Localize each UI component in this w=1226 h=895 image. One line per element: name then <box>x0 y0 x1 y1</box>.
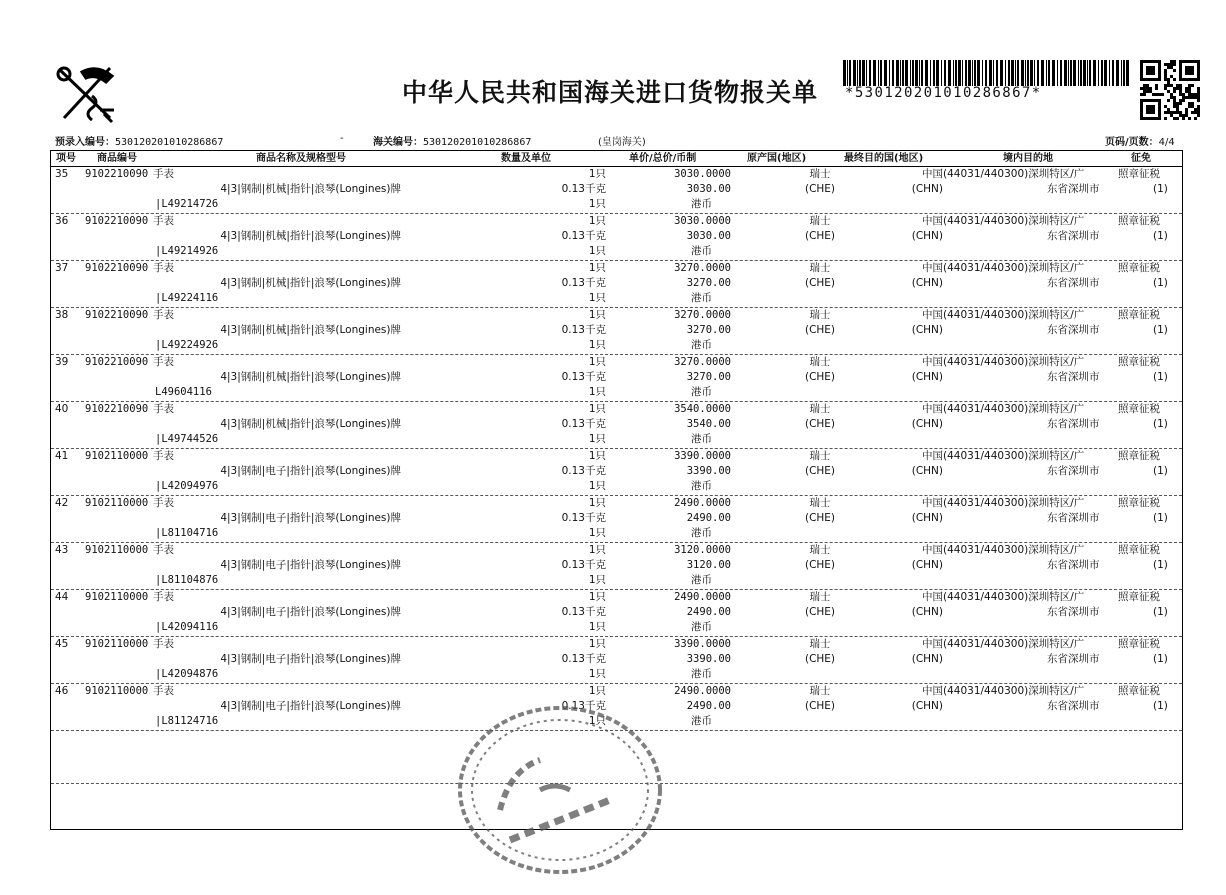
col-levy: 征免 <box>1131 153 1151 164</box>
levy-mode: 照章征税 <box>1118 309 1160 321</box>
currency: 港币 <box>691 668 712 680</box>
destination-country: 中国 <box>922 638 943 650</box>
table-row <box>51 496 1182 543</box>
goods-model: |L49214726 <box>155 198 219 210</box>
levy-code: (1) <box>1153 277 1168 289</box>
col-domestic: 境内目的地 <box>1003 153 1053 164</box>
destination-code: (CHN) <box>911 606 943 618</box>
hs-code: 9102210090 <box>85 356 149 368</box>
goods-model: |L81104876 <box>155 574 219 586</box>
goods-name: 手表 <box>153 450 174 462</box>
domestic-destination: (44031/440300)深圳特区/广 <box>943 356 1085 368</box>
goods-model: |L42094876 <box>155 668 219 680</box>
levy-mode: 照章征税 <box>1118 497 1160 509</box>
destination-code: (CHN) <box>911 512 943 524</box>
origin-country: 瑞士 <box>809 262 831 274</box>
quantity-3: 1只 <box>588 198 606 210</box>
table-row <box>51 355 1182 402</box>
item-number: 35 <box>55 168 69 180</box>
quantity-1: 1只 <box>588 544 606 556</box>
table-row <box>51 543 1182 590</box>
domestic-destination: (44031/440300)深圳特区/广 <box>943 262 1085 274</box>
domestic-destination: (44031/440300)深圳特区/广 <box>943 168 1085 180</box>
goods-spec: 4|3|钢制|电子|指针|浪琴(Longines)牌 <box>220 653 401 665</box>
levy-code: (1) <box>1153 418 1168 430</box>
quantity-1: 1只 <box>588 309 606 321</box>
qr-code <box>1140 60 1200 120</box>
table-row <box>51 214 1182 261</box>
origin-code: (CHE) <box>804 183 836 195</box>
total-price: 2490.00 <box>686 606 731 618</box>
quantity-3: 1只 <box>588 527 606 539</box>
levy-code: (1) <box>1153 371 1168 383</box>
quantity-2: 0.13千克 <box>561 653 606 665</box>
levy-code: (1) <box>1153 324 1168 336</box>
quantity-3: 1只 <box>588 339 606 351</box>
hs-code: 9102110000 <box>85 685 149 697</box>
levy-mode: 照章征税 <box>1118 356 1160 368</box>
col-qty-unit: 数量及单位 <box>501 153 551 164</box>
destination-country: 中国 <box>922 262 943 274</box>
goods-name: 手表 <box>153 544 174 556</box>
unit-price: 3030.0000 <box>674 215 731 227</box>
item-number: 42 <box>55 497 69 509</box>
table-row <box>51 308 1182 355</box>
goods-name: 手表 <box>153 685 174 697</box>
quantity-3: 1只 <box>588 386 606 398</box>
quantity-2: 0.13千克 <box>561 606 606 618</box>
unit-price: 3540.0000 <box>674 403 731 415</box>
goods-name: 手表 <box>153 309 174 321</box>
quantity-2: 0.13千克 <box>561 183 606 195</box>
currency: 港币 <box>691 480 712 492</box>
pre-entry-label: 预录入编号： <box>55 137 115 148</box>
levy-mode: 照章征税 <box>1118 168 1160 180</box>
item-number: 36 <box>55 215 69 227</box>
goods-name: 手表 <box>153 497 174 509</box>
item-number: 39 <box>55 356 69 368</box>
quantity-2: 0.13千克 <box>561 230 606 242</box>
currency: 港币 <box>691 245 712 257</box>
levy-mode: 照章征税 <box>1118 544 1160 556</box>
unit-price: 3270.0000 <box>674 262 731 274</box>
goods-model: |L49224926 <box>155 339 219 351</box>
table-row <box>51 590 1182 637</box>
destination-code: (CHN) <box>911 559 943 571</box>
quantity-3: 1只 <box>588 433 606 445</box>
destination-country: 中国 <box>922 544 943 556</box>
item-number: 45 <box>55 638 69 650</box>
total-price: 3030.00 <box>686 230 731 242</box>
domestic-destination: (44031/440300)深圳特区/广 <box>943 309 1085 321</box>
total-price: 3270.00 <box>686 324 731 336</box>
quantity-1: 1只 <box>588 403 606 415</box>
goods-spec: 4|3|钢制|电子|指针|浪琴(Longines)牌 <box>220 700 401 712</box>
hs-code: 9102110000 <box>85 591 149 603</box>
levy-mode: 照章征税 <box>1118 685 1160 697</box>
quantity-3: 1只 <box>588 292 606 304</box>
table-row <box>51 261 1182 308</box>
domestic-destination: (44031/440300)深圳特区/广 <box>943 497 1085 509</box>
domestic-destination: (44031/440300)深圳特区/广 <box>943 638 1085 650</box>
currency: 港币 <box>691 292 712 304</box>
quantity-1: 1只 <box>588 450 606 462</box>
domestic-destination-2: 东省深圳市 <box>1047 371 1100 383</box>
hs-code: 9102110000 <box>85 497 149 509</box>
goods-spec: 4|3|钢制|机械|指针|浪琴(Longines)牌 <box>220 230 401 242</box>
destination-country: 中国 <box>922 356 943 368</box>
goods-model: |L81124716 <box>155 715 219 727</box>
unit-price: 2490.0000 <box>674 685 731 697</box>
domestic-destination: (44031/440300)深圳特区/广 <box>943 450 1085 462</box>
origin-country: 瑞士 <box>809 591 831 603</box>
origin-country: 瑞士 <box>809 403 831 415</box>
hs-code: 9102210090 <box>85 168 149 180</box>
total-price: 3270.00 <box>686 371 731 383</box>
total-price: 2490.00 <box>686 512 731 524</box>
col-origin: 原产国(地区) <box>747 153 807 164</box>
destination-code: (CHN) <box>911 230 943 242</box>
levy-mode: 照章征税 <box>1118 450 1160 462</box>
quantity-1: 1只 <box>588 638 606 650</box>
goods-model: |L81104716 <box>155 527 219 539</box>
col-destination: 最终目的国(地区) <box>844 153 924 164</box>
total-price: 3540.00 <box>686 418 731 430</box>
goods-spec: 4|3|钢制|机械|指针|浪琴(Longines)牌 <box>220 371 401 383</box>
hs-code: 9102210090 <box>85 262 149 274</box>
quantity-3: 1只 <box>588 480 606 492</box>
col-name-spec: 商品名称及规格型号 <box>256 153 346 164</box>
page-label: 页码/页数： <box>1105 137 1159 148</box>
total-price: 3390.00 <box>686 653 731 665</box>
col-item-no: 项号 <box>56 153 76 164</box>
origin-country: 瑞士 <box>809 450 831 462</box>
destination-code: (CHN) <box>911 277 943 289</box>
levy-mode: 照章征税 <box>1118 403 1160 415</box>
currency: 港币 <box>691 198 712 210</box>
goods-spec: 4|3|钢制|机械|指针|浪琴(Longines)牌 <box>220 418 401 430</box>
item-number: 44 <box>55 591 69 603</box>
hs-code: 9102210090 <box>85 309 149 321</box>
domestic-destination-2: 东省深圳市 <box>1047 559 1100 571</box>
goods-model: |L42094116 <box>155 621 219 633</box>
levy-code: (1) <box>1153 465 1168 477</box>
domestic-destination-2: 东省深圳市 <box>1047 653 1100 665</box>
origin-country: 瑞士 <box>809 215 831 227</box>
quantity-2: 0.13千克 <box>561 700 606 712</box>
quantity-2: 0.13千克 <box>561 559 606 571</box>
item-number: 43 <box>55 544 69 556</box>
unit-price: 3270.0000 <box>674 356 731 368</box>
currency: 港币 <box>691 621 712 633</box>
pre-entry-number-field <box>55 133 223 148</box>
quantity-2: 0.13千克 <box>561 512 606 524</box>
pre-entry-value: 530120201010286867 <box>115 137 224 148</box>
domestic-destination: (44031/440300)深圳特区/广 <box>943 215 1085 227</box>
unit-price: 3120.0000 <box>674 544 731 556</box>
domestic-destination: (44031/440300)深圳特区/广 <box>943 403 1085 415</box>
col-hs-code: 商品编号 <box>97 153 137 164</box>
page-indicator <box>1105 133 1175 148</box>
table-row <box>51 167 1182 214</box>
levy-code: (1) <box>1153 559 1168 571</box>
destination-country: 中国 <box>922 497 943 509</box>
currency: 港币 <box>691 527 712 539</box>
customs-number-label: 海关编号： <box>373 137 423 148</box>
hs-code: 9102110000 <box>85 638 149 650</box>
table-row <box>51 402 1182 449</box>
goods-spec: 4|3|钢制|电子|指针|浪琴(Longines)牌 <box>220 606 401 618</box>
origin-code: (CHE) <box>804 465 836 477</box>
levy-code: (1) <box>1153 183 1168 195</box>
total-price: 3120.00 <box>686 559 731 571</box>
goods-model: |L49744526 <box>155 433 219 445</box>
levy-code: (1) <box>1153 230 1168 242</box>
customs-number-field <box>373 133 531 148</box>
item-number: 41 <box>55 450 69 462</box>
domestic-destination: (44031/440300)深圳特区/广 <box>943 685 1085 697</box>
levy-mode: 照章征税 <box>1118 638 1160 650</box>
goods-spec: 4|3|钢制|机械|指针|浪琴(Longines)牌 <box>220 277 401 289</box>
origin-code: (CHE) <box>804 371 836 383</box>
customs-number-value: 530120201010286867 <box>423 137 532 148</box>
unit-price: 2490.0000 <box>674 497 731 509</box>
origin-code: (CHE) <box>804 653 836 665</box>
quantity-3: 1只 <box>588 621 606 633</box>
destination-country: 中国 <box>922 168 943 180</box>
domestic-destination-2: 东省深圳市 <box>1047 700 1100 712</box>
unit-price: 2490.0000 <box>674 591 731 603</box>
page-value: 4/4 <box>1158 137 1175 148</box>
goods-model: |L49224116 <box>155 292 219 304</box>
goods-model: L49604116 <box>155 386 212 398</box>
destination-code: (CHN) <box>911 324 943 336</box>
levy-mode: 照章征税 <box>1118 591 1160 603</box>
origin-code: (CHE) <box>804 277 836 289</box>
domestic-destination-2: 东省深圳市 <box>1047 606 1100 618</box>
origin-code: (CHE) <box>804 324 836 336</box>
domestic-destination: (44031/440300)深圳特区/广 <box>943 544 1085 556</box>
table-row <box>51 449 1182 496</box>
currency: 港币 <box>691 715 712 727</box>
quantity-3: 1只 <box>588 574 606 586</box>
hs-code: 9102210090 <box>85 215 149 227</box>
quantity-2: 0.13千克 <box>561 418 606 430</box>
currency: 港币 <box>691 386 712 398</box>
destination-code: (CHN) <box>911 653 943 665</box>
domestic-destination-2: 东省深圳市 <box>1047 183 1100 195</box>
origin-code: (CHE) <box>804 559 836 571</box>
total-price: 3030.00 <box>686 183 731 195</box>
quantity-2: 0.13千克 <box>561 277 606 289</box>
destination-country: 中国 <box>922 450 943 462</box>
goods-spec: 4|3|钢制|机械|指针|浪琴(Longines)牌 <box>220 183 401 195</box>
hs-code: 9102110000 <box>85 544 149 556</box>
goods-model: |L42094976 <box>155 480 219 492</box>
destination-country: 中国 <box>922 403 943 415</box>
origin-code: (CHE) <box>804 512 836 524</box>
currency: 港币 <box>691 433 712 445</box>
item-number: 38 <box>55 309 69 321</box>
goods-name: 手表 <box>153 356 174 368</box>
levy-code: (1) <box>1153 700 1168 712</box>
hs-code: 9102210090 <box>85 403 149 415</box>
origin-code: (CHE) <box>804 700 836 712</box>
barcode-number: *530120201010286867* <box>845 85 1042 101</box>
unit-price: 3390.0000 <box>674 450 731 462</box>
origin-country: 瑞士 <box>809 544 831 556</box>
customs-emblem-icon <box>52 62 122 126</box>
separator-dash: - <box>340 133 344 144</box>
levy-code: (1) <box>1153 512 1168 524</box>
quantity-2: 0.13千克 <box>561 371 606 383</box>
domestic-destination-2: 东省深圳市 <box>1047 465 1100 477</box>
total-price: 3390.00 <box>686 465 731 477</box>
destination-code: (CHN) <box>911 371 943 383</box>
col-price: 单价/总价/币制 <box>629 153 697 164</box>
goods-name: 手表 <box>153 591 174 603</box>
domestic-destination-2: 东省深圳市 <box>1047 277 1100 289</box>
domestic-destination: (44031/440300)深圳特区/广 <box>943 591 1085 603</box>
destination-code: (CHN) <box>911 465 943 477</box>
domestic-destination-2: 东省深圳市 <box>1047 324 1100 336</box>
domestic-destination-2: 东省深圳市 <box>1047 230 1100 242</box>
total-price: 3270.00 <box>686 277 731 289</box>
origin-country: 瑞士 <box>809 356 831 368</box>
goods-spec: 4|3|钢制|电子|指针|浪琴(Longines)牌 <box>220 465 401 477</box>
table-row <box>51 637 1182 684</box>
unit-price: 3030.0000 <box>674 168 731 180</box>
currency: 港币 <box>691 339 712 351</box>
destination-country: 中国 <box>922 591 943 603</box>
quantity-3: 1只 <box>588 245 606 257</box>
destination-country: 中国 <box>922 685 943 697</box>
quantity-2: 0.13千克 <box>561 465 606 477</box>
quantity-1: 1只 <box>588 591 606 603</box>
destination-country: 中国 <box>922 215 943 227</box>
origin-country: 瑞士 <box>809 685 831 697</box>
goods-name: 手表 <box>153 403 174 415</box>
domestic-destination-2: 东省深圳市 <box>1047 418 1100 430</box>
quantity-1: 1只 <box>588 215 606 227</box>
item-number: 40 <box>55 403 69 415</box>
origin-code: (CHE) <box>804 606 836 618</box>
goods-model: |L49214926 <box>155 245 219 257</box>
quantity-3: 1只 <box>588 715 606 727</box>
origin-code: (CHE) <box>804 418 836 430</box>
quantity-1: 1只 <box>588 168 606 180</box>
origin-country: 瑞士 <box>809 638 831 650</box>
unit-price: 3390.0000 <box>674 638 731 650</box>
levy-mode: 照章征税 <box>1118 215 1160 227</box>
total-price: 2490.00 <box>686 700 731 712</box>
destination-code: (CHN) <box>911 418 943 430</box>
quantity-1: 1只 <box>588 497 606 509</box>
levy-code: (1) <box>1153 606 1168 618</box>
quantity-1: 1只 <box>588 685 606 697</box>
item-number: 46 <box>55 685 69 697</box>
levy-mode: 照章征税 <box>1118 262 1160 274</box>
destination-country: 中国 <box>922 309 943 321</box>
goods-name: 手表 <box>153 215 174 227</box>
origin-country: 瑞士 <box>809 168 831 180</box>
goods-name: 手表 <box>153 262 174 274</box>
customs-seal-stamp <box>450 700 670 880</box>
goods-spec: 4|3|钢制|电子|指针|浪琴(Longines)牌 <box>220 559 401 571</box>
goods-spec: 4|3|钢制|机械|指针|浪琴(Longines)牌 <box>220 324 401 336</box>
goods-name: 手表 <box>153 638 174 650</box>
origin-code: (CHE) <box>804 230 836 242</box>
currency: 港币 <box>691 574 712 586</box>
quantity-1: 1只 <box>588 356 606 368</box>
destination-code: (CHN) <box>911 700 943 712</box>
goods-spec: 4|3|钢制|电子|指针|浪琴(Longines)牌 <box>220 512 401 524</box>
hs-code: 9102110000 <box>85 450 149 462</box>
quantity-1: 1只 <box>588 262 606 274</box>
domestic-destination-2: 东省深圳市 <box>1047 512 1100 524</box>
origin-country: 瑞士 <box>809 309 831 321</box>
goods-name: 手表 <box>153 168 174 180</box>
quantity-2: 0.13千克 <box>561 324 606 336</box>
unit-price: 3270.0000 <box>674 309 731 321</box>
customs-port: (皇岗海关) <box>598 137 646 148</box>
destination-code: (CHN) <box>911 183 943 195</box>
levy-code: (1) <box>1153 653 1168 665</box>
origin-country: 瑞士 <box>809 497 831 509</box>
quantity-3: 1只 <box>588 668 606 680</box>
document-title: 中华人民共和国海关进口货物报关单 <box>402 78 819 107</box>
item-number: 37 <box>55 262 69 274</box>
